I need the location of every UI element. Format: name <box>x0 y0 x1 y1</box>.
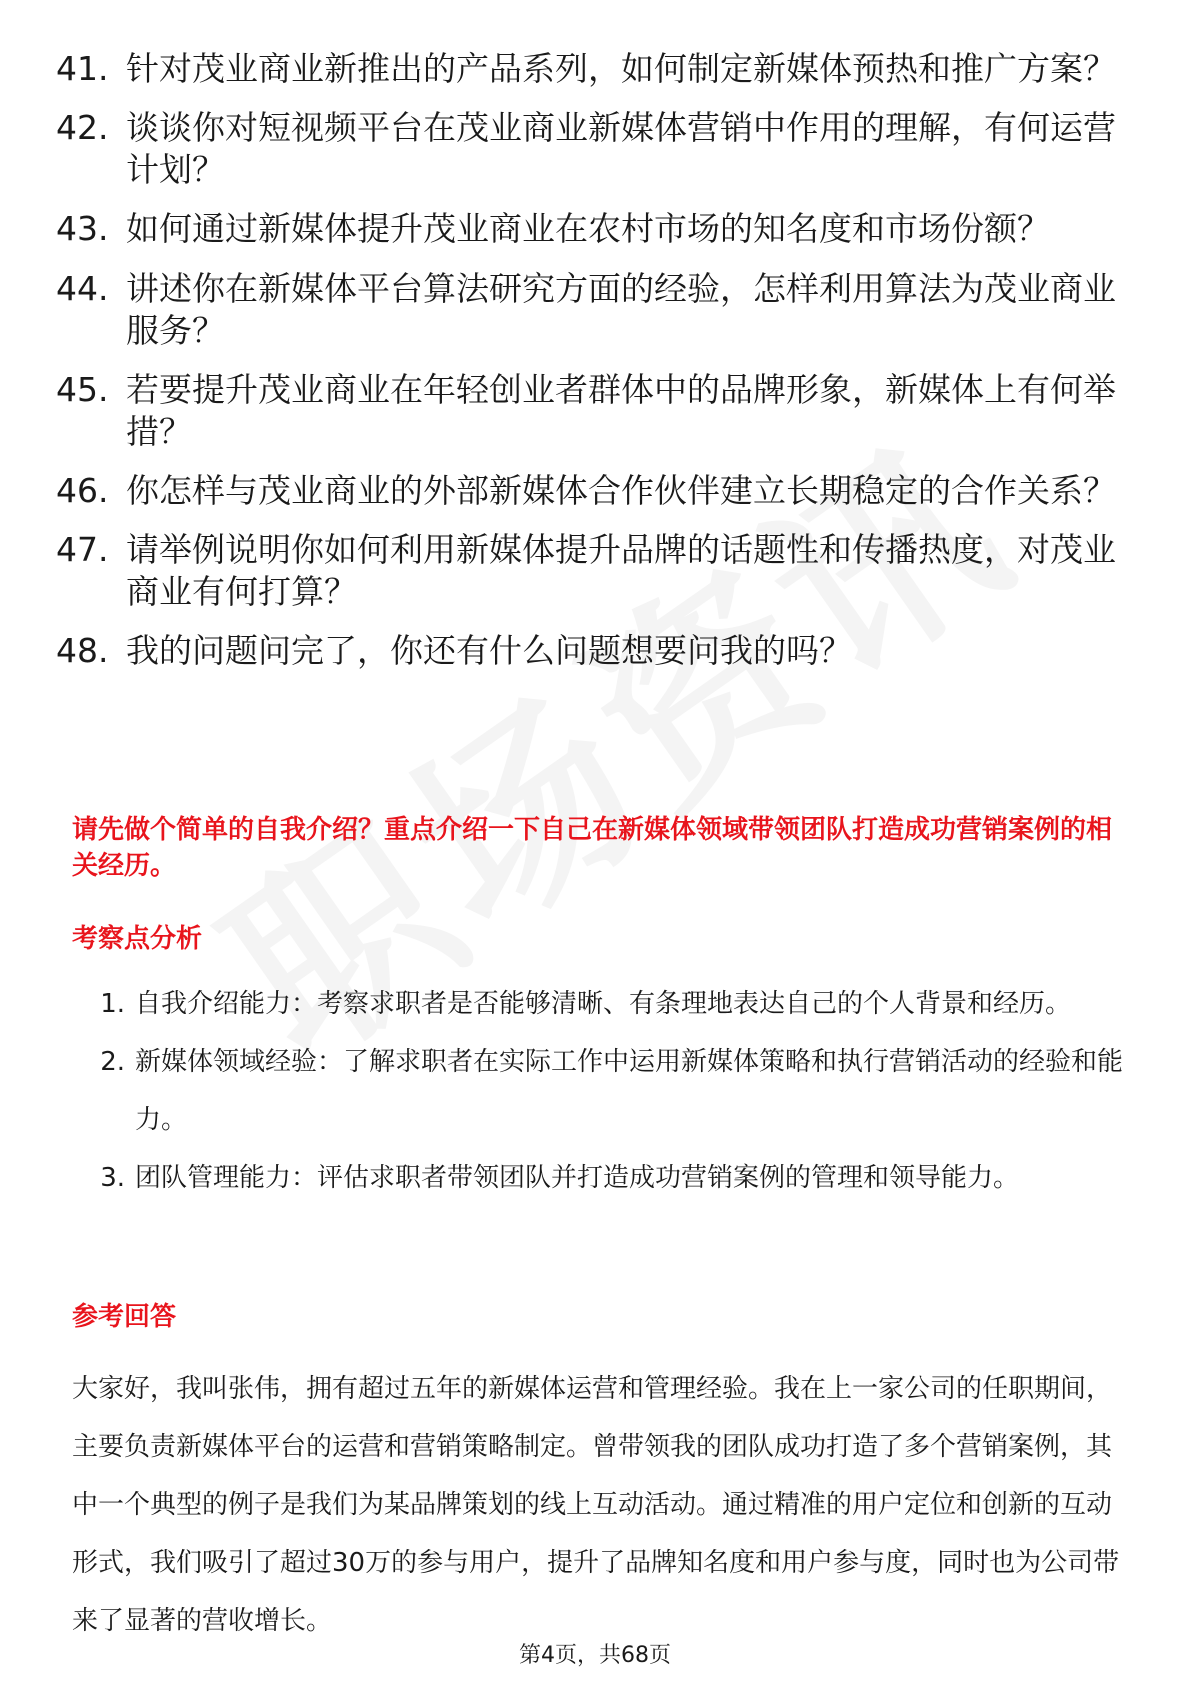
analysis-text: 新媒体领域经验：了解求职者在实际工作中运用新媒体策略和执行营销活动的经验和能力。 <box>135 1047 1124 1135</box>
question-text: 我的问题问完了，你还有什么问题想要问我的吗？ <box>126 631 852 670</box>
question-number: 47. <box>56 530 109 569</box>
question-item <box>56 630 1136 672</box>
question-item <box>56 208 1136 250</box>
analysis-item <box>72 975 1132 1033</box>
question-item <box>56 107 1136 191</box>
question-number: 46. <box>56 471 109 510</box>
question-number: 42. <box>56 108 109 147</box>
question-number: 48. <box>56 631 109 670</box>
question-item <box>56 369 1136 453</box>
question-number: 41. <box>56 49 109 88</box>
analysis-title: 考察点分析 <box>72 924 203 954</box>
question-item <box>56 48 1136 90</box>
question-text: 讲述你在新媒体平台算法研究方面的经验，怎样利用算法为茂业商业服务？ <box>126 269 1116 350</box>
question-number: 45. <box>56 370 109 409</box>
question-number: 43. <box>56 209 109 248</box>
page-footer: 第4页，共68页 <box>519 1643 671 1668</box>
analysis-item <box>72 1033 1132 1149</box>
answer-paragraph: 大家好，我叫张伟，拥有超过五年的新媒体运营和管理经验。我在上一家公司的任职期间，主要负责新媒体平台的运营和营销策略制定。曾带领我的团队成功打造了多个营销案例，其中一个典型的例子是我们为某品牌策划的线上互动活动。通过精准的用户定位和创新的互动形式，我们吸引了超过30万的参与用户，提升了品牌知名度和用户参与度，同时也为公司带来了显著的营收增长。 <box>72 1374 1120 1636</box>
question-text: 谈谈你对短视频平台在茂业商业新媒体营销中作用的理解，有何运营计划？ <box>126 108 1116 189</box>
question-text: 若要提升茂业商业在年轻创业者群体中的品牌形象，新媒体上有何举措？ <box>126 370 1116 451</box>
question-number: 44. <box>56 269 109 308</box>
analysis-text: 自我介绍能力：考察求职者是否能够清晰、有条理地表达自己的个人背景和经历。 <box>135 989 1072 1019</box>
analysis-number: 3. <box>100 1163 125 1193</box>
question-text: 如何通过新媒体提升茂业商业在农村市场的知名度和市场份额？ <box>126 209 1050 248</box>
analysis-text: 团队管理能力：评估求职者带领团队并打造成功营销案例的管理和领导能力。 <box>135 1163 1020 1193</box>
analysis-number: 2. <box>100 1047 125 1077</box>
question-list <box>56 48 1136 690</box>
analysis-number: 1. <box>100 989 125 1019</box>
question-text: 针对茂业商业新推出的产品系列，如何制定新媒体预热和推广方案？ <box>126 49 1116 88</box>
answer-title: 参考回答 <box>72 1302 177 1332</box>
question-item <box>56 268 1136 352</box>
highlight-question: 请先做个简单的自我介绍？重点介绍一下自己在新媒体领域带领团队打造成功营销案例的相关经历。 <box>72 815 1113 881</box>
analysis-list <box>72 975 1132 1207</box>
question-text: 你怎样与茂业商业的外部新媒体合作伙伴建立长期稳定的合作关系？ <box>126 471 1116 510</box>
question-item <box>56 470 1136 512</box>
question-text: 请举例说明你如何利用新媒体提升品牌的话题性和传播热度，对茂业商业有何打算？ <box>126 530 1116 611</box>
question-item <box>56 529 1136 613</box>
analysis-item <box>72 1149 1132 1207</box>
